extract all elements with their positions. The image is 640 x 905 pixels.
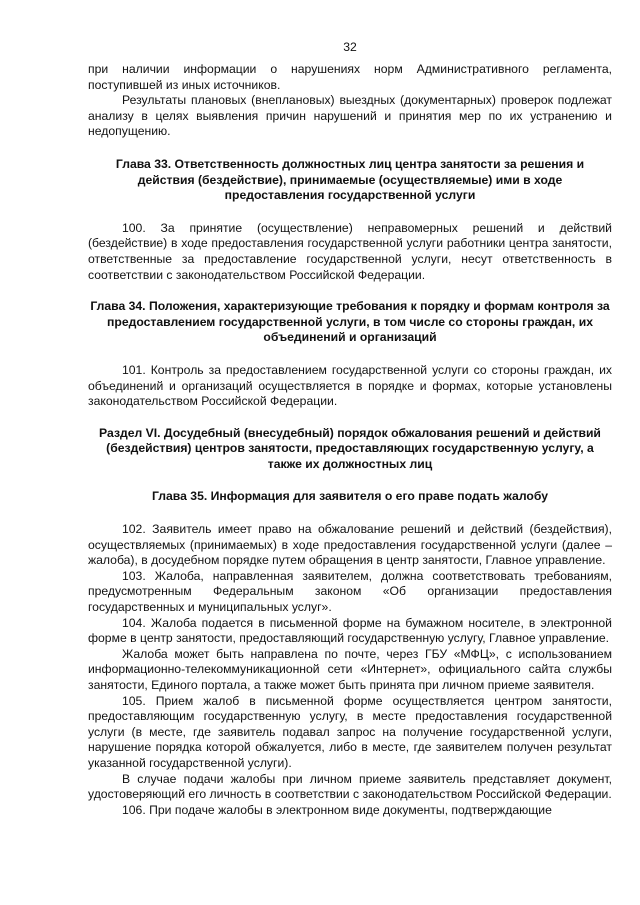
paragraph-104: 104. Жалоба подается в письменной форме на бумажном носителе, в электронной форме в центр занятости, предоставляющий государственную услугу, Главное управление. [88, 615, 612, 646]
section-6-heading: Раздел VI. Досудебный (внесудебный) порядок обжалования решений и действий (бездействия) центров занятости, предоставляющих государственную услугу, а также их должностных лиц [99, 425, 601, 471]
paragraph-100: 100. За принятие (осуществление) неправомерных решений и действий (бездействие) в ходе предоставления государственной услуги работники центра занятости, ответственные за предоставление государственной услуги, несут ответственность в соответствии с законодательством Российской Федерации. [88, 220, 612, 282]
document-page [88, 0, 612, 818]
paragraph-continued: при наличии информации о нарушениях норм Административного регламента, поступившей из иных источников. [88, 62, 612, 92]
paragraph-complaint-channels: Жалоба может быть направлена по почте, через ГБУ «МФЦ», с использованием информационно-телекоммуникационной сети «Интернет», официального сайта службы занятости, Единого портала, а также может быть принята при личном приеме заявителя. [88, 646, 612, 692]
page-number: 32 [343, 40, 357, 54]
chapter-35-heading: Глава 35. Информация для заявителя о его праве подать жалобу [151, 489, 549, 504]
chapter-34-heading: Глава 34. Положения, характеризующие требования к порядку и формам контроля за предоставлением государственной услуги, в том числе со стороны граждан, их объединений и организаций [90, 299, 610, 345]
paragraph-personal-reception: В случае подачи жалобы при личном приеме заявитель представляет документ, удостоверяющий его личность в соответствии с законодательством Российской Федерации. [88, 771, 612, 802]
paragraph-106: 106. При подаче жалобы в электронном виде документы, подтверждающие [122, 802, 552, 817]
paragraph-102: 102. Заявитель имеет право на обжалование решений и действий (бездействия), осуществляемых (принимаемых) в ходе предоставления государственной услуги (далее – жалоба), в досудебном порядке путем обращения в центр занятости, Главное управление. [88, 522, 612, 568]
paragraph-105: 105. Прием жалоб в письменной форме осуществляется центром занятости, предоставляющим государственную услугу, в месте предоставления государственной услуги (в месте, где заявитель подавал запрос на получение государственной услуги, нарушение порядка которой обжалуется, либо в месте, где заявителем получен результат указанной государственной услуги). [88, 693, 612, 770]
chapter-33-heading: Глава 33. Ответственность должностных лиц центра занятости за решения и действия (бездействие), принимаемые (осуществляемые) ими в ходе предоставления государственной услуги [115, 156, 585, 203]
paragraph-103: 103. Жалоба, направленная заявителем, должна соответствовать требованиям, предусмотренным Федеральным законом «Об организации предоставления государственных и муниципальных услуг». [88, 568, 612, 615]
paragraph-101: 101. Контроль за предоставлением государственной услуги со стороны граждан, их объединений и организаций осуществляется в порядке и формах, которые установлены законодательством Российской Федерации. [88, 362, 612, 409]
paragraph-inspection-results: Результаты плановых (внеплановых) выездных (документарных) проверок подлежат анализу в целях выявления причин нарушений и принятия мер по их устранению и недопущению. [88, 93, 612, 139]
